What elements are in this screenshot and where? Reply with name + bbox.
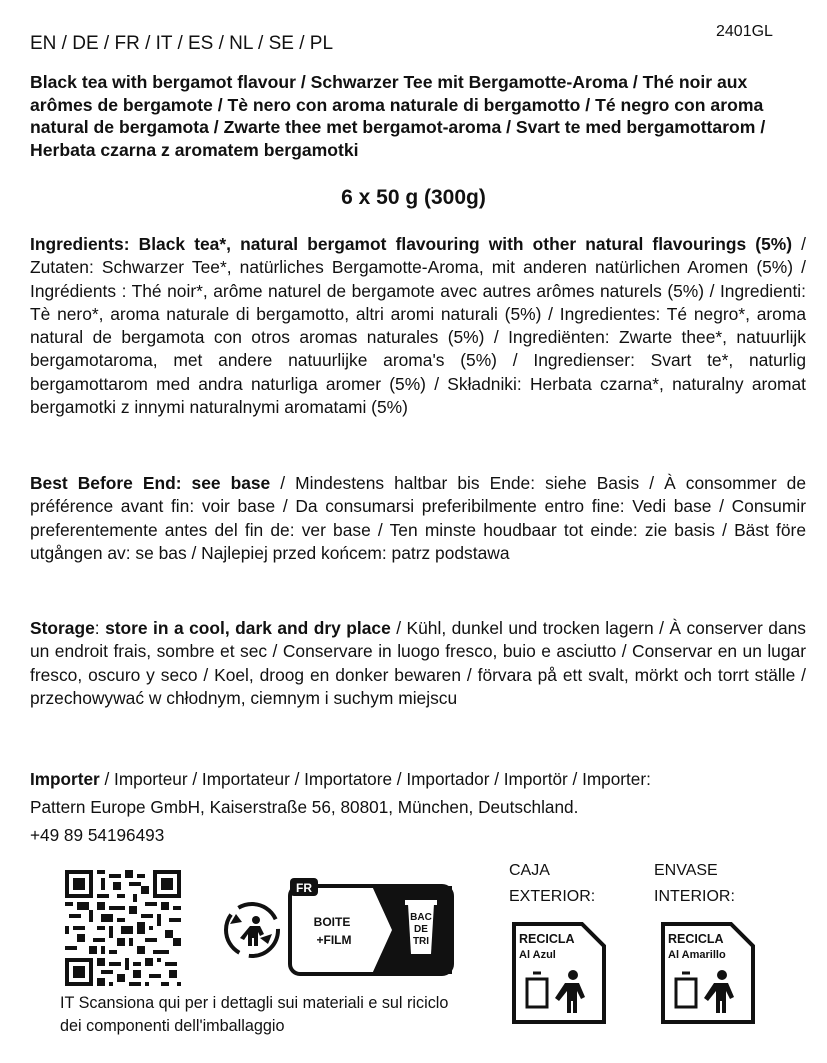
storage-heading: Storage: [30, 618, 95, 638]
triman-bin-2: DE: [414, 924, 428, 935]
inner-pack-label: [654, 858, 784, 910]
triman-item-2: +FILM: [316, 933, 352, 947]
recicla-title-azul: RECICLA: [519, 932, 575, 946]
triman-item-1: BOITE: [313, 915, 351, 929]
best-before-section: [30, 472, 806, 565]
storage-text: / Kühl, dunkel und trocken lagern / À conserver dans un endroit frais, sombre et sec / Conservare in luogo fresco, buio e asciutto / Conservar en un lugar fresco, oscuro y seco / Koel, droog en donker bewaren / förvara på ett svalt, mörkt och torrt ställe / przechowywać w chłodnym, ciemnym i suchym miejscu: [30, 618, 807, 708]
outer-box-label: [509, 858, 639, 910]
importer-line: [30, 765, 806, 793]
recycle-bin-icon: [511, 921, 607, 1025]
qr-code-icon[interactable]: [65, 870, 181, 986]
recicla-azul-text: Al Azul: [519, 949, 556, 961]
recicla-amarillo-text: Al Amarillo: [668, 949, 726, 961]
importer-address: Pattern Europe GmbH, Kaiserstraße 56, 80801, München, Deutschland.: [30, 797, 579, 817]
inner-pack-label-line1: ENVASE: [654, 862, 718, 879]
net-weight: 6 x 50 g (300g): [341, 186, 486, 209]
recycle-bin-icon: [660, 921, 756, 1025]
recicla-title-amarillo: RECICLA: [668, 932, 724, 946]
storage-instruction: store in a cool, dark and dry place: [105, 618, 391, 638]
importer-heading: Importer: [30, 769, 100, 789]
storage-separator: :: [94, 618, 106, 638]
importer-phone: +49 89 54196493: [30, 825, 165, 845]
triman-bin-3: TRI: [412, 936, 430, 947]
triman-bin-1: BAC: [410, 912, 432, 923]
storage-section: [30, 617, 806, 710]
ingredients-section: [30, 233, 806, 419]
triman-country: FR: [296, 881, 312, 895]
importer-translations: / Importeur / Importateur / Importatore / Importador / Importör / Importer:: [99, 769, 651, 789]
scan-instructions: IT Scansiona qui per i dettagli sui materiali e sul riciclo dei componenti dell'imballaggio: [60, 994, 449, 1035]
ingredients-text: / Zutaten: Schwarzer Tee*, natürliches Bergamotte-Aroma, mit anderen natürlichen Aromen (5%) / Ingrédients : Thé noir*, arôme naturel de bergamote avec autres arômes naturels (5%) / Ingredienti: Tè nero*, aroma naturale di bergamotto, altri aromi naturali (5%) / Ingredientes: Té negro*, aroma natural de bergamota con otros aromas naturales (5%) / Ingrediënten: Zwarte thee*, natuurlijk bergamotaroma, met andere natuurlijke aroma's (5%) / Ingredienser: Svart te*, naturlig bergamottarom med andra naturliga aromer (5%) / Składniki: Herbata czarna*, naturalny aromat bergamotki z innymi naturalnymi aromatami (5%): [30, 234, 806, 418]
product-code: 2401GL: [716, 23, 773, 40]
inner-pack-label-line2: INTERIOR:: [654, 888, 735, 905]
language-list: EN / DE / FR / IT / ES / NL / SE / PL: [30, 33, 334, 54]
outer-box-label-line1: CAJA: [509, 862, 550, 879]
best-before-text: / Mindestens haltbar bis Ende: siehe Basis / À consommer de préférence avant fin: voir base / Da consumarsi preferibilmente entro fine: Vedi base / Consumir preferentemente antes del fin de: ver base / Ten minste houdbaar tot einde: zie basis / Bäst före utgången av: se bas / Najlepiej przed końcem: patrz podstawa: [30, 473, 806, 563]
triman-icon: [222, 876, 456, 984]
outer-box-label-line2: EXTERIOR:: [509, 888, 596, 905]
best-before-heading: Best Before End: see base: [30, 473, 271, 493]
ingredients-heading: Ingredients: Black tea*, natural bergamot flavouring with other natural flavourings (5%): [30, 234, 793, 254]
importer-section: [30, 765, 806, 849]
product-title: Black tea with bergamot flavour / Schwarzer Tee mit Bergamotte-Aroma / Thé noir aux arômes de bergamote / Tè nero con aroma naturale di bergamotto / Té negro con aroma natural de bergamota / Zwarte thee met bergamot-aroma / Svart te med bergamottarom / Herbata czarna z aromatem bergamotki: [30, 72, 766, 160]
